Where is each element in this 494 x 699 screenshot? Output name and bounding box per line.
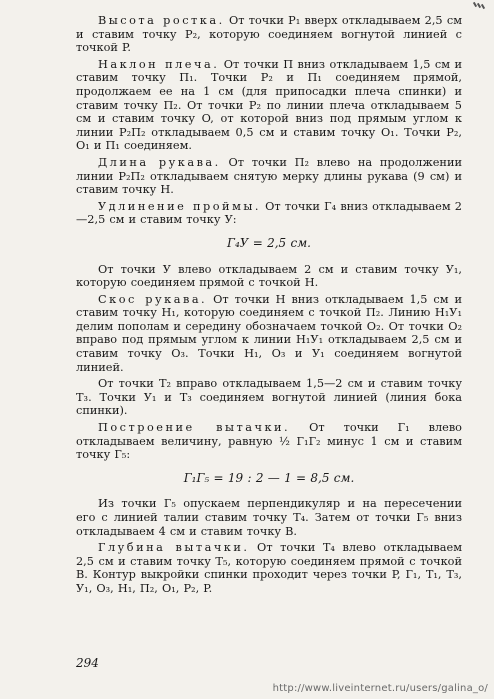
paragraph-1 (76, 14, 462, 55)
paragraph-text: От точки H вниз откладываем 1,5 см и ставим точку H₁, которую соединяем с точкой П₂. Линию H₁У₁ делим пополам и середину обозначаем точкой O₂. От точки O₂ вправо под прямым углом к линии H₁У₁ откладываем 2,5 см и ставим точку O₃. Точки H₁, O₃ и У₁ соединяем вогнутой линией. (76, 292, 462, 374)
paragraph-term: Высота ростка. (98, 14, 225, 27)
paragraph-3 (76, 156, 462, 197)
paragraph-text: От точки П вниз откладываем 1,5 см и ставим точку П₁. Точки P₂ и П₁ соединяем прямой, продолжаем ее на 1 см (для припосадки плеча спинки) и ставим точку П₂. От точки P₂ по линии плеча откладываем 5 см и ставим точку O, от которой вниз под прямым углом к линии P₂П₂ откладываем 0,5 см и ставим точку O₁. Точки P₂, O₁ и П₁ соединяем. (76, 57, 462, 153)
paragraph-4 (76, 200, 462, 227)
paragraph-text: От точки Г₄ вниз откладываем 2—2,5 см и ставим точку У: (76, 199, 462, 227)
paragraph-term: Наклон плеча. (98, 57, 220, 71)
paragraph-text: От точки Г₁ влево откладываем величину, равную ½ Г₁Г₂ минус 1 см и ставим точку Г₅: (76, 421, 462, 462)
paragraph-8 (76, 421, 462, 462)
paragraph-9 (76, 497, 462, 538)
paragraph-text: Из точки Г₅ опускаем перпендикуляр и на пересечении его с линией талии ставим точку T₄. Затем от точки Г₅ вниз откладываем 4 см и ставим точку B. (76, 497, 462, 538)
paragraph-term: Удлинение проймы. (98, 199, 261, 213)
paragraph-text: От точки П₂ влево на продолжении линии P₂П₂ откладываем снятую мерку длины рукава (9 см) и ставим точку H. (76, 155, 463, 197)
formula-2: Г₁Г₅ = 19 : 2 — 1 = 8,5 см. (183, 470, 355, 485)
paragraph-6 (76, 293, 462, 375)
paragraph-term: Скос рукава. (98, 292, 208, 306)
paragraph-text: От точки P₁ вверх откладываем 2,5 см и ставим точку P₂, которую соединяем вогнутой линией с точкой P. (76, 14, 462, 55)
paragraph-5 (76, 263, 462, 290)
page-body (76, 14, 462, 596)
formula-1: Г₄У = 2,5 см. (227, 235, 311, 250)
paragraph-term: Построение вытачки. (98, 421, 291, 435)
paragraph-7 (76, 377, 462, 418)
paragraph-term: Длина рукава. (98, 155, 221, 169)
paragraph-2 (76, 58, 462, 153)
page-number: 294 (76, 656, 99, 670)
watermark-url: http://www.liveinternet.ru/users/galina_o/ (272, 683, 488, 694)
scan-mark (472, 0, 486, 12)
paragraph-10 (76, 541, 462, 595)
paragraph-text: От точки У влево откладываем 2 см и ставим точку У₁, которую соединяем прямой с точкой H. (76, 262, 462, 290)
paragraph-term: Глубина вытачки. (98, 541, 250, 555)
paragraph-text: От точки T₂ вправо откладываем 1,5—2 см и ставим точку T₃. Точки У₁ и T₃ соединяем вогнутой линией (линия бока спинки). (76, 377, 462, 418)
paragraph-text: От точки T₄ влево откладываем 2,5 см и ставим точку T₅, которую соединяем прямой с точкой B. Контур выкройки спинки проходит через точки P, Г₁, T₁, T₃, У₁, O₃, H₁, П₂, O₁, P₂, P. (76, 541, 462, 595)
